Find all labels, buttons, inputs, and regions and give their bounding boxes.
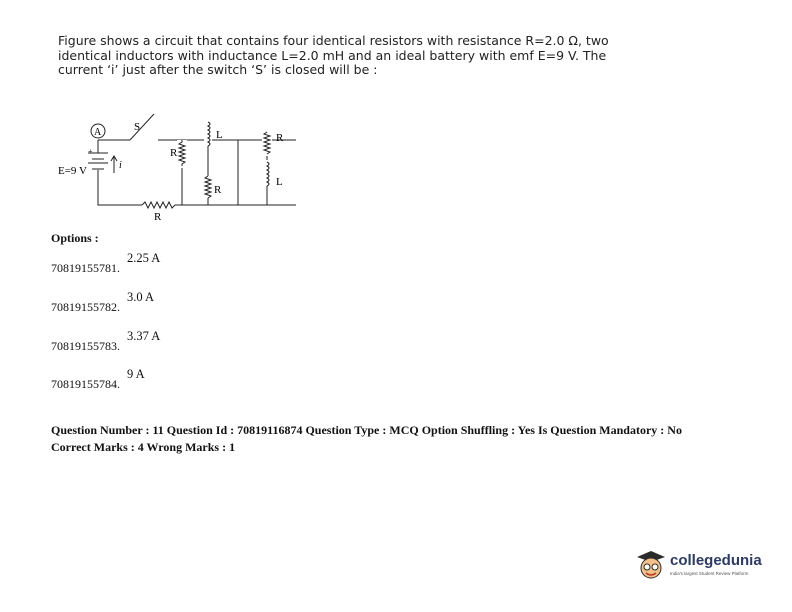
resistor-branch-1-label: R <box>170 147 178 159</box>
resistor-branch-2-label: R <box>214 184 222 196</box>
option-3-value[interactable]: 3.37 A <box>127 329 161 343</box>
inductor-branch-2 <box>204 120 212 146</box>
question-line-1: Figure shows a circuit that contains four identical resistors with resistance R=2.0 Ω, two <box>58 33 609 48</box>
option-1-id: 70819155781. <box>51 261 120 275</box>
resistor-bottom-label: R <box>154 211 162 223</box>
question-meta-line-2: Correct Marks : 4 Wrong Marks : 1 <box>51 440 236 454</box>
battery-label: E=9 V <box>58 165 87 177</box>
question-text <box>58 34 618 78</box>
brand-tagline: India's largest Student Review Platform <box>670 571 749 576</box>
resistor-branch-2 <box>203 176 213 198</box>
brand-name: collegedunia <box>670 552 762 569</box>
question-meta-line-1: Question Number : 11 Question Id : 70819116874 Question Type : MCQ Option Shuffling : Yes Is Question Mandatory : No <box>51 423 682 437</box>
current-label: i <box>119 160 122 171</box>
inductor-branch-2-label: L <box>216 129 223 141</box>
question-line-2: identical inductors with inductance L=2.0 mH and an ideal battery with emf E=9 V. The <box>58 47 607 63</box>
question-meta <box>51 422 682 456</box>
ammeter-label: A <box>94 127 102 138</box>
option-3-id: 70819155783. <box>51 339 120 353</box>
options-title: Options : <box>51 231 99 245</box>
option-1-value[interactable]: 2.25 A <box>127 251 161 265</box>
option-2-value[interactable]: 3.0 A <box>127 290 155 304</box>
option-4-id: 70819155784. <box>51 377 120 391</box>
resistor-branch-3 <box>262 132 272 156</box>
svg-text:+: + <box>88 147 93 156</box>
switch-label: S <box>134 121 141 133</box>
question-line-3: current ‘i’ just after the switch ‘S’ is closed will be : <box>58 62 378 77</box>
resistor-bottom <box>142 201 175 209</box>
option-4-value[interactable]: 9 A <box>127 367 145 381</box>
brand-logo <box>636 549 766 585</box>
resistor-branch-1 <box>177 140 187 168</box>
circuit-diagram <box>48 110 308 230</box>
inductor-branch-3 <box>263 160 271 186</box>
inductor-branch-3-label: L <box>276 176 283 188</box>
option-2-id: 70819155782. <box>51 300 120 314</box>
resistor-branch-3-label: R <box>276 132 284 144</box>
graduate-face-icon <box>636 549 666 581</box>
